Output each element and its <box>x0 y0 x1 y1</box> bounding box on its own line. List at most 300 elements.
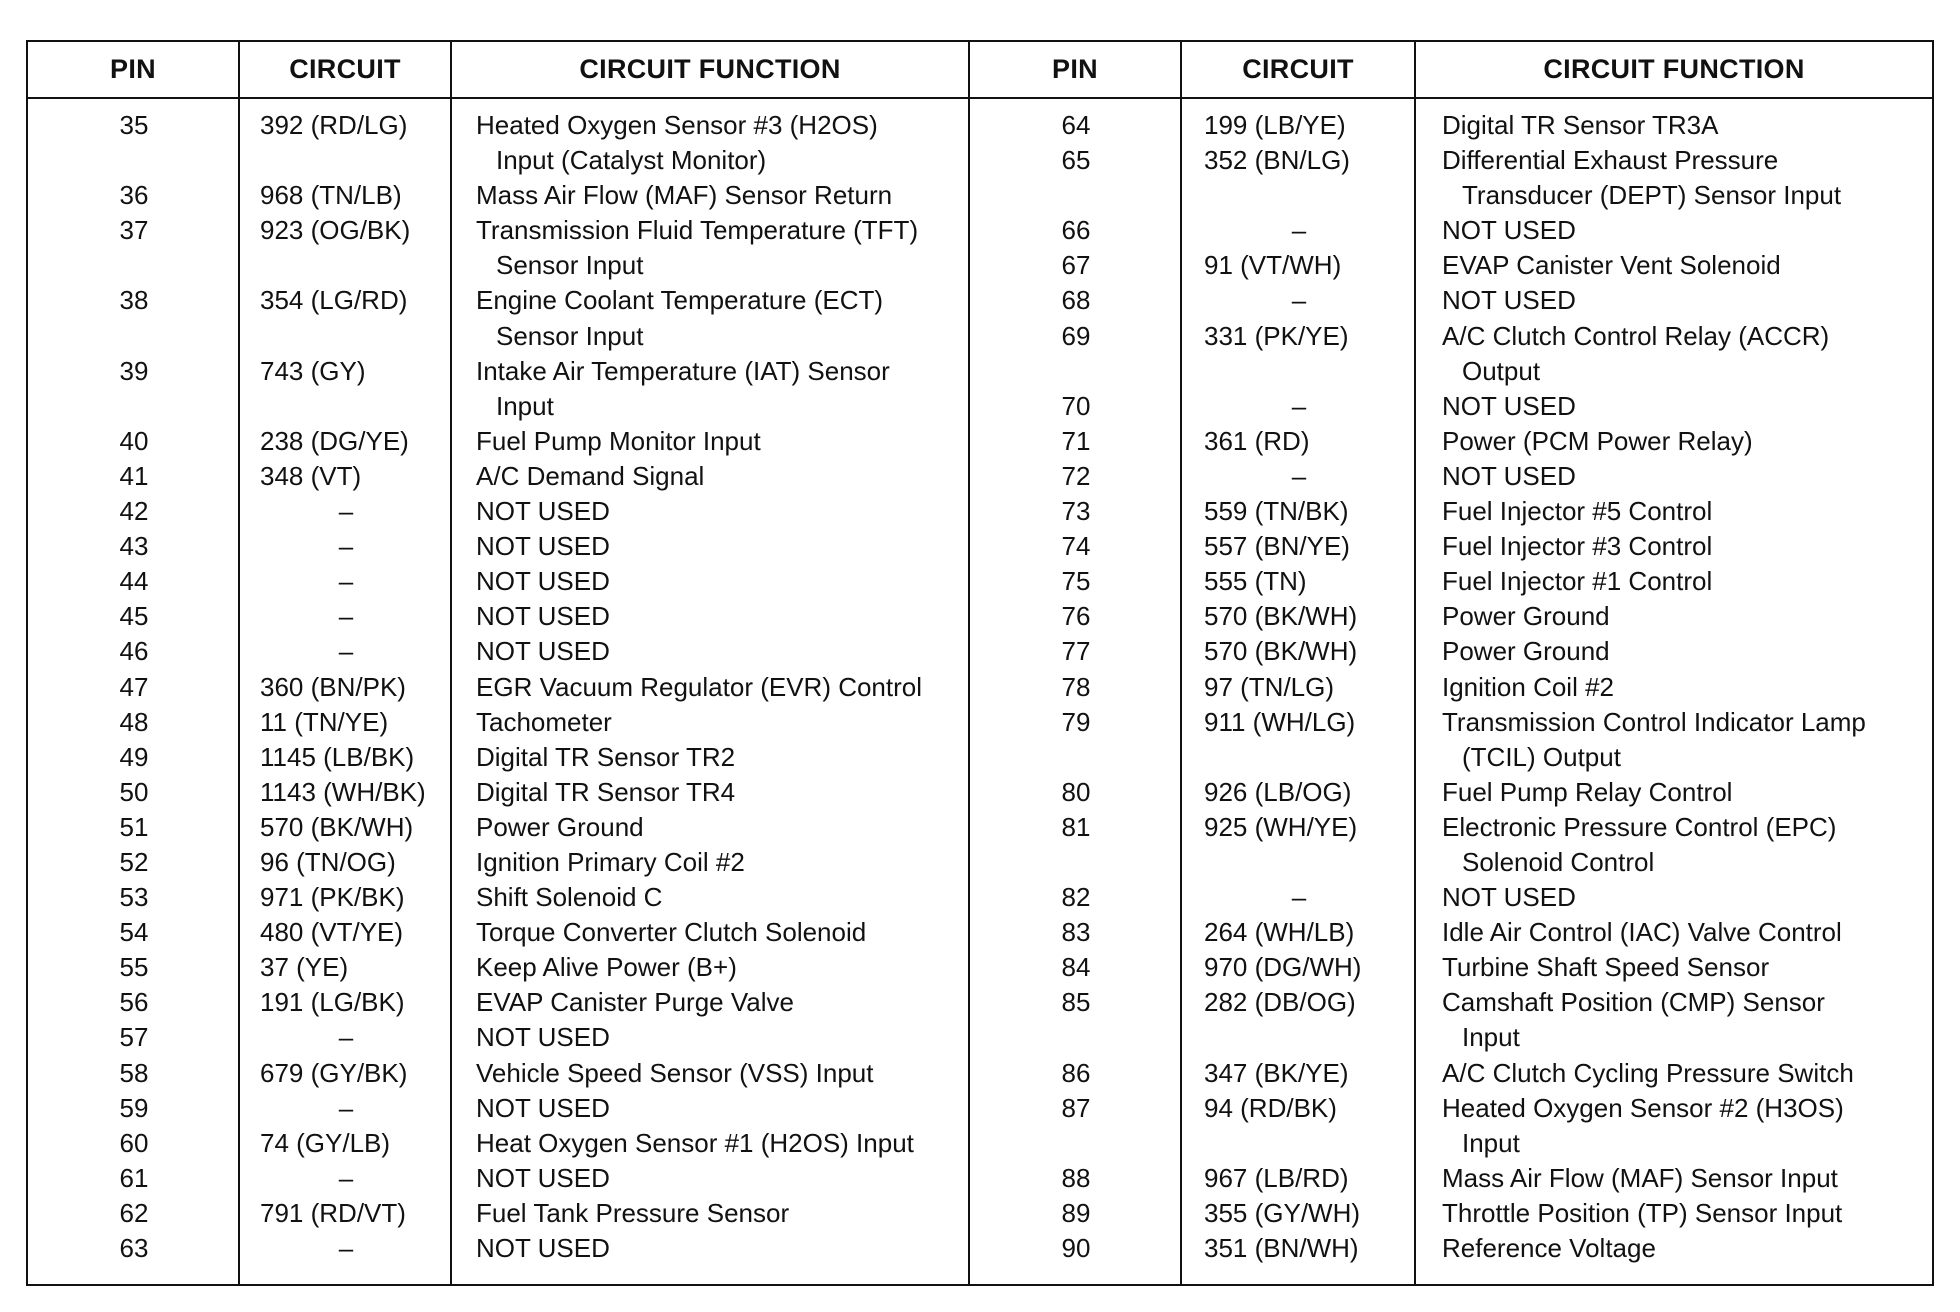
circuit-cell: 11 (TN/YE) <box>260 706 389 737</box>
circuit-cell: 970 (DG/WH) <box>1204 952 1362 983</box>
function-cell <box>1416 143 1936 213</box>
function-cell <box>452 1091 962 1126</box>
pin-cell: 47 <box>119 671 149 702</box>
circuit-cell: – <box>1291 285 1307 316</box>
circuit-cell: – <box>338 566 354 597</box>
function-cell <box>1416 599 1936 634</box>
table-row <box>28 424 962 459</box>
circuit-cell: 967 (LB/RD) <box>1204 1162 1349 1193</box>
table-row <box>28 880 962 915</box>
header-function-right: CIRCUIT FUNCTION <box>1543 54 1805 84</box>
function-cell <box>1416 985 1936 1055</box>
function-cell <box>452 810 962 845</box>
function-cell <box>452 213 962 283</box>
function-cell <box>1416 915 1936 950</box>
table-row <box>970 389 1936 424</box>
function-line: Fuel Pump Monitor Input <box>476 425 761 456</box>
function-cell <box>1416 564 1936 599</box>
circuit-cell: – <box>338 531 354 562</box>
pin-cell: 38 <box>119 285 149 316</box>
circuit-cell: 282 (DB/OG) <box>1204 987 1356 1018</box>
function-cell <box>1416 459 1936 494</box>
circuit-cell: 96 (TN/OG) <box>260 846 396 877</box>
pin-cell: 61 <box>119 1162 149 1193</box>
function-line: NOT USED <box>1442 460 1576 491</box>
header-circuit-left: CIRCUIT <box>289 54 401 84</box>
circuit-cell: 238 (DG/YE) <box>260 425 409 456</box>
table-row <box>970 599 1936 634</box>
function-line: NOT USED <box>1442 215 1576 246</box>
circuit-cell: 97 (TN/LG) <box>1204 671 1335 702</box>
function-cell <box>1416 670 1936 705</box>
pin-cell: 45 <box>119 601 149 632</box>
pin-cell: 54 <box>119 917 149 948</box>
table-row <box>970 705 1936 775</box>
pin-cell: 67 <box>1061 250 1091 281</box>
function-cell <box>452 564 962 599</box>
function-line: Heat Oxygen Sensor #1 (H2OS) Input <box>476 1127 914 1158</box>
table-row <box>28 599 962 634</box>
circuit-cell: – <box>1291 882 1307 913</box>
pin-cell: 51 <box>119 811 149 842</box>
circuit-cell: 354 (LG/RD) <box>260 285 408 316</box>
pin-cell: 44 <box>119 566 149 597</box>
pin-cell: 49 <box>119 741 149 772</box>
pin-cell: 64 <box>1061 110 1091 140</box>
function-cell <box>1416 248 1936 283</box>
table-row <box>28 670 962 705</box>
function-line: (TCIL) Output <box>1462 741 1621 772</box>
function-cell <box>1416 1091 1936 1161</box>
function-line: Mass Air Flow (MAF) Sensor Return <box>476 180 893 211</box>
function-line: NOT USED <box>476 636 610 667</box>
circuit-cell: 480 (VT/YE) <box>260 917 404 948</box>
function-line: Torque Converter Clutch Solenoid <box>476 917 867 948</box>
pin-cell: 41 <box>119 460 149 491</box>
circuit-cell: 570 (BK/WH) <box>1204 601 1358 632</box>
function-line: Power Ground <box>1442 601 1610 632</box>
function-line: Sensor Input <box>496 250 644 281</box>
function-line: Throttle Position (TP) Sensor Input <box>1442 1197 1843 1228</box>
pin-cell: 43 <box>119 531 149 562</box>
function-cell <box>452 950 962 985</box>
circuit-cell: 392 (RD/LG) <box>260 110 408 140</box>
pin-cell: 81 <box>1061 811 1091 842</box>
table-row <box>28 564 962 599</box>
function-line: Output <box>1462 355 1541 386</box>
function-line: Differential Exhaust Pressure <box>1442 145 1779 176</box>
table-row <box>970 494 1936 529</box>
table-row <box>970 1231 1936 1266</box>
function-cell <box>452 494 962 529</box>
circuit-cell: 361 (RD) <box>1204 425 1310 456</box>
pin-cell: 37 <box>119 215 149 246</box>
function-line: Transmission Fluid Temperature (TFT) <box>476 215 919 246</box>
header-function-left: CIRCUIT FUNCTION <box>579 54 841 84</box>
function-cell <box>452 670 962 705</box>
pin-cell: 77 <box>1061 636 1091 667</box>
table-row <box>970 1091 1936 1161</box>
function-line: Heated Oxygen Sensor #3 (H2OS) <box>476 110 878 140</box>
function-line: Digital TR Sensor TR3A <box>1442 110 1719 140</box>
function-cell <box>452 775 962 810</box>
table-row <box>28 705 962 740</box>
function-cell <box>452 424 962 459</box>
pin-cell: 75 <box>1061 566 1091 597</box>
pin-cell: 52 <box>119 846 149 877</box>
circuit-cell: 74 (GY/LB) <box>260 1127 391 1158</box>
function-cell <box>452 740 962 775</box>
pin-cell: 83 <box>1061 917 1091 948</box>
table-row <box>970 1161 1936 1196</box>
function-line: Input (Catalyst Monitor) <box>496 145 767 176</box>
function-cell <box>452 915 962 950</box>
pin-cell: 78 <box>1061 671 1091 702</box>
pin-cell: 35 <box>119 110 149 140</box>
pin-cell: 80 <box>1061 776 1091 807</box>
function-line: NOT USED <box>1442 285 1576 316</box>
circuit-cell: 360 (BN/PK) <box>260 671 406 702</box>
pin-cell: 68 <box>1061 285 1091 316</box>
table-row <box>28 529 962 564</box>
pin-cell: 87 <box>1061 1092 1091 1123</box>
circuit-cell: – <box>338 636 354 667</box>
function-cell <box>1416 775 1936 810</box>
pin-cell: 65 <box>1061 145 1091 176</box>
table-row <box>970 564 1936 599</box>
function-line: Power (PCM Power Relay) <box>1442 425 1753 456</box>
function-line: Power Ground <box>476 811 644 842</box>
table-row <box>28 1196 962 1231</box>
function-cell <box>452 1196 962 1231</box>
function-cell <box>452 985 962 1020</box>
pin-cell: 86 <box>1061 1057 1091 1088</box>
function-line: Vehicle Speed Sensor (VSS) Input <box>476 1057 874 1088</box>
pin-cell: 42 <box>119 496 149 527</box>
circuit-cell: 91 (VT/WH) <box>1204 250 1342 281</box>
header-circuit-right: CIRCUIT <box>1242 54 1354 84</box>
table-row <box>28 283 962 353</box>
pin-cell: 70 <box>1061 390 1091 421</box>
function-line: Sensor Input <box>496 320 644 351</box>
header-divider <box>28 97 1932 99</box>
table-row <box>970 283 1936 318</box>
function-line: Ignition Coil #2 <box>1442 671 1614 702</box>
pin-cell: 56 <box>119 987 149 1018</box>
function-line: Electronic Pressure Control (EPC) <box>1442 811 1837 842</box>
circuit-cell: 570 (BK/WH) <box>1204 636 1358 667</box>
table-row <box>970 213 1936 248</box>
function-line: NOT USED <box>1442 882 1576 913</box>
table-row <box>28 213 962 283</box>
function-cell <box>1416 389 1936 424</box>
function-line: Power Ground <box>1442 636 1610 667</box>
circuit-cell: 352 (BN/LG) <box>1204 145 1350 176</box>
function-cell <box>452 845 962 880</box>
pin-cell: 40 <box>119 425 149 456</box>
function-line: Fuel Injector #3 Control <box>1442 531 1713 562</box>
circuit-cell: 679 (GY/BK) <box>260 1057 408 1088</box>
pin-cell: 58 <box>119 1057 149 1088</box>
circuit-cell: – <box>1291 390 1307 421</box>
function-line: Shift Solenoid C <box>476 882 663 913</box>
table-row <box>28 178 962 213</box>
pin-cell: 55 <box>119 952 149 983</box>
circuit-cell: – <box>338 496 354 527</box>
function-cell <box>1416 810 1936 880</box>
function-line: Camshaft Position (CMP) Sensor <box>1442 987 1825 1018</box>
table-row <box>970 880 1936 915</box>
circuit-cell: 791 (RD/VT) <box>260 1197 406 1228</box>
function-line: A/C Clutch Control Relay (ACCR) <box>1442 320 1830 351</box>
table-row <box>28 459 962 494</box>
function-line: Tachometer <box>476 706 612 737</box>
circuit-cell: 923 (OG/BK) <box>260 215 411 246</box>
function-cell <box>452 459 962 494</box>
function-line: Input <box>1462 1127 1520 1158</box>
pin-cell: 76 <box>1061 601 1091 632</box>
function-cell <box>452 108 962 178</box>
pin-cell: 89 <box>1061 1197 1091 1228</box>
table-row <box>28 1161 962 1196</box>
function-line: Solenoid Control <box>1462 846 1655 877</box>
table-row <box>970 915 1936 950</box>
function-cell <box>1416 1231 1936 1266</box>
function-cell <box>1416 529 1936 564</box>
table-row <box>28 1091 962 1126</box>
function-line: Fuel Tank Pressure Sensor <box>476 1197 790 1228</box>
circuit-cell: 264 (WH/LB) <box>1204 917 1355 948</box>
function-line: Transmission Control Indicator Lamp <box>1442 706 1866 737</box>
table-row <box>970 775 1936 810</box>
table-row <box>970 634 1936 669</box>
circuit-cell: 355 (GY/WH) <box>1204 1197 1361 1228</box>
circuit-cell: – <box>338 1022 354 1053</box>
pin-cell: 46 <box>119 636 149 667</box>
table-row <box>970 529 1936 564</box>
circuit-cell: 743 (GY) <box>260 355 366 386</box>
table-row <box>28 1126 962 1161</box>
pin-table <box>26 40 1934 1286</box>
circuit-cell: – <box>338 1162 354 1193</box>
function-cell <box>1416 213 1936 248</box>
function-line: Digital TR Sensor TR2 <box>476 741 736 772</box>
pin-cell: 71 <box>1061 425 1091 456</box>
function-line: NOT USED <box>476 566 610 597</box>
function-line: Input <box>1462 1022 1520 1053</box>
function-line: Heated Oxygen Sensor #2 (H3OS) <box>1442 1092 1844 1123</box>
table-row <box>28 108 962 178</box>
table-row <box>28 1056 962 1091</box>
pin-cell: 79 <box>1061 706 1091 737</box>
function-line: NOT USED <box>476 601 610 632</box>
pin-cell: 85 <box>1061 987 1091 1018</box>
circuit-cell: 1143 (WH/BK) <box>260 776 426 807</box>
function-cell <box>452 1056 962 1091</box>
pin-cell: 90 <box>1061 1233 1091 1263</box>
circuit-cell: – <box>1291 215 1307 246</box>
function-cell <box>452 529 962 564</box>
function-line: NOT USED <box>476 496 610 527</box>
pin-cell: 36 <box>119 180 149 211</box>
table-row <box>970 950 1936 985</box>
pin-cell: 53 <box>119 882 149 913</box>
pin-cell: 62 <box>119 1197 149 1228</box>
function-cell <box>1416 319 1936 389</box>
function-line: EVAP Canister Purge Valve <box>476 987 794 1018</box>
pin-cell: 57 <box>119 1022 149 1053</box>
function-line: NOT USED <box>476 1233 610 1263</box>
function-line: Fuel Injector #5 Control <box>1442 496 1713 527</box>
table-row <box>970 1196 1936 1231</box>
function-line: EGR Vacuum Regulator (EVR) Control <box>476 671 923 702</box>
pin-cell: 59 <box>119 1092 149 1123</box>
function-cell <box>1416 1161 1936 1196</box>
circuit-cell: 557 (BN/YE) <box>1204 531 1350 562</box>
table-row <box>28 810 962 845</box>
pin-cell: 39 <box>119 355 149 386</box>
function-line: Mass Air Flow (MAF) Sensor Input <box>1442 1162 1838 1193</box>
function-cell <box>452 1020 962 1055</box>
circuit-cell: – <box>1291 460 1307 491</box>
table-row <box>970 810 1936 880</box>
function-cell <box>1416 880 1936 915</box>
table-row <box>28 985 962 1020</box>
function-line: NOT USED <box>476 531 610 562</box>
function-line: Input <box>496 390 554 421</box>
circuit-cell: 926 (LB/OG) <box>1204 776 1352 807</box>
pin-cell: 63 <box>119 1233 149 1263</box>
left-rows <box>28 108 962 1266</box>
function-cell <box>1416 1056 1936 1091</box>
pin-cell: 73 <box>1061 496 1091 527</box>
pin-cell: 84 <box>1061 952 1091 983</box>
circuit-cell: 348 (VT) <box>260 460 362 491</box>
circuit-cell: – <box>338 601 354 632</box>
circuit-cell: 570 (BK/WH) <box>260 811 414 842</box>
function-cell <box>452 1161 962 1196</box>
function-cell <box>1416 705 1936 775</box>
pin-cell: 74 <box>1061 531 1091 562</box>
function-cell <box>452 705 962 740</box>
table-row <box>28 1231 962 1266</box>
table-row <box>970 985 1936 1055</box>
function-cell <box>452 634 962 669</box>
function-cell <box>1416 1196 1936 1231</box>
table-row <box>28 845 962 880</box>
table-row <box>970 1056 1936 1091</box>
function-cell <box>452 283 962 353</box>
circuit-cell: 555 (TN) <box>1204 566 1307 597</box>
table-row <box>28 354 962 424</box>
pin-cell: 69 <box>1061 320 1091 351</box>
table-row <box>28 915 962 950</box>
circuit-cell: 94 (RD/BK) <box>1204 1092 1337 1123</box>
function-line: Ignition Primary Coil #2 <box>476 846 745 877</box>
function-line: A/C Clutch Cycling Pressure Switch <box>1442 1057 1854 1088</box>
table-row <box>970 670 1936 705</box>
table-row <box>970 459 1936 494</box>
function-cell <box>452 1126 962 1161</box>
circuit-cell: 968 (TN/LB) <box>260 180 402 211</box>
circuit-cell: – <box>338 1092 354 1123</box>
pin-cell: 66 <box>1061 215 1091 246</box>
table-row <box>28 740 962 775</box>
function-line: Intake Air Temperature (IAT) Sensor <box>476 355 890 386</box>
pin-cell: 72 <box>1061 460 1091 491</box>
table-row <box>970 143 1936 213</box>
function-cell <box>1416 283 1936 318</box>
function-line: NOT USED <box>1442 390 1576 421</box>
function-line: EVAP Canister Vent Solenoid <box>1442 250 1781 281</box>
circuit-cell: 37 (YE) <box>260 952 349 983</box>
pin-cell: 82 <box>1061 882 1091 913</box>
function-cell <box>1416 424 1936 459</box>
circuit-cell: 191 (LG/BK) <box>260 987 405 1018</box>
function-line: Fuel Pump Relay Control <box>1442 776 1733 807</box>
function-cell <box>1416 108 1936 143</box>
table-row <box>970 108 1936 143</box>
circuit-cell: 911 (WH/LG) <box>1204 706 1356 737</box>
function-line: Turbine Shaft Speed Sensor <box>1442 952 1770 983</box>
function-line: NOT USED <box>476 1022 610 1053</box>
circuit-cell: 347 (BK/YE) <box>1204 1057 1349 1088</box>
function-cell <box>452 880 962 915</box>
circuit-cell: – <box>338 1233 354 1263</box>
function-cell <box>1416 950 1936 985</box>
function-line: Transducer (DEPT) Sensor Input <box>1462 180 1842 211</box>
function-line: Fuel Injector #1 Control <box>1442 566 1713 597</box>
function-line: Digital TR Sensor TR4 <box>476 776 736 807</box>
function-cell <box>1416 494 1936 529</box>
circuit-cell: 199 (LB/YE) <box>1204 110 1346 140</box>
function-line: NOT USED <box>476 1092 610 1123</box>
function-cell <box>452 599 962 634</box>
circuit-cell: 351 (BN/WH) <box>1204 1233 1359 1263</box>
table-row <box>970 424 1936 459</box>
function-line: NOT USED <box>476 1162 610 1193</box>
table-row <box>28 634 962 669</box>
circuit-cell: 331 (PK/YE) <box>1204 320 1349 351</box>
function-line: Keep Alive Power (B+) <box>476 952 737 983</box>
table-row <box>28 775 962 810</box>
table-row <box>970 319 1936 389</box>
table-row <box>28 1020 962 1055</box>
pin-cell: 48 <box>119 706 149 737</box>
circuit-cell: 559 (TN/BK) <box>1204 496 1349 527</box>
function-cell <box>452 1231 962 1266</box>
header-pin-right: PIN <box>1052 54 1098 84</box>
function-cell <box>452 354 962 424</box>
pin-cell: 60 <box>119 1127 149 1158</box>
right-rows <box>970 108 1936 1266</box>
header-pin-left: PIN <box>110 54 156 84</box>
pin-cell: 50 <box>119 776 149 807</box>
circuit-cell: 971 (PK/BK) <box>260 882 405 913</box>
circuit-cell: 1145 (LB/BK) <box>260 741 415 772</box>
function-cell <box>1416 634 1936 669</box>
function-cell <box>452 178 962 213</box>
table-row <box>28 494 962 529</box>
table-row <box>970 248 1936 283</box>
function-line: Engine Coolant Temperature (ECT) <box>476 285 884 316</box>
circuit-cell: 925 (WH/YE) <box>1204 811 1358 842</box>
function-line: A/C Demand Signal <box>476 460 705 491</box>
pin-cell: 88 <box>1061 1162 1091 1193</box>
function-line: Reference Voltage <box>1442 1233 1656 1263</box>
function-line: Idle Air Control (IAC) Valve Control <box>1442 917 1842 948</box>
table-row <box>28 950 962 985</box>
